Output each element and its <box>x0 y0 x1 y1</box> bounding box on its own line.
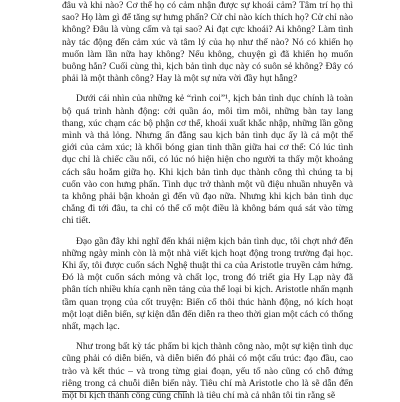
paragraph-1: đâu và khi nào? Cơ thể họ có cảm nhận được sự khoái cảm? Tâm trí họ thì sao? Họ làm gì để tăng sự hưng phấn? Cử chỉ nào kích thích họ? Cử chỉ nào không? Đâu là vùng cấm và tại sao? Ai đạt cực khoái? Ai không? Làm tình này tác động đến cảm xúc và tâm lý của họ như thế nào? Nó có khiến họ muốn làm lần nữa hay không? Nếu không, chuyện gì đã khiến họ muốn buông hẳn? Cuối cùng thì, kịch bản tình dục này có suôn sẻ không? Đây có phải là một thành công? Hay là một sự nửa vời đầy hụt hẫng? <box>62 0 353 85</box>
paragraph-gap <box>62 333 353 341</box>
footnote-divider <box>62 391 187 392</box>
paragraph-gap <box>62 85 353 93</box>
paragraph-2: Dưới cái nhìn của những kẻ “rình coi”¹, kịch bản tình dục chính là toàn bộ quá trình hành động: cởi quần áo, môi tìm môi, những bàn tay lang thang, xúc chạm các bộ phận cơ thể, khoái xuất khắc nhập, những lần gồng mình và thả lỏng. Nhưng ẩn đằng sau kịch bản tình dục ấy là cả một thế giới của cảm xúc; là khối bóng gian tinh thần giữa hai cơ thể: Có lúc tình dục chỉ là chiếc cầu nối, có lúc nó hiện hiện cho người ta thấy một khoảng cách sâu hoắm giữa họ. Khi kịch bản tình dục thành công thì chúng ta bị cuốn vào con hưng phấn. Tình dục trở thành một vũ điệu nhuần nhuyễn và ta không phải bận khoản gì đến vũ đạo nữa. Nhưng khi kịch bản tình dục chẳng đi tới đâu, ta chỉ có thể cố một điều là không bám quá sát vào từng chi tiết. <box>62 93 353 227</box>
paragraph-4: Như trong bất kỳ tác phẩm bi kịch thành công nào, một sự kiện tình dục cũng phải có diễn biến, và diễn biến đó phải có một cấu trúc: đạo đầu, cao trào và kết thúc – và trong từng giai đoạn, yếu tố nào cũng có chỗ đứng riêng trong cả chuỗi diễn biến này. Tiêu chí mà Aristotle cho là sẽ dẫn đến một bi kịch thành công cũng chính là tiêu chí mà cả nhân tôi tin rằng sẽ <box>62 341 353 402</box>
paragraph-gap <box>62 228 353 236</box>
body-text <box>62 0 353 402</box>
paragraph-3: Đạo gần đây khi nghĩ đến khái niệm kịch bản tình dục, tôi chợt nhớ đến những ngày mình còn là một nhà viết kịch hoạt động trong trường đại học. Khi ấy, tôi được cuốn sách Nghệ thuật thi ca của Aristotle truyền cảm hứng. Đó là một cuốn sách mỏng và chất lọc, trong đó triết gia Hy Lạp này đã phân tích nhiều khía cạnh nền tảng của thể loại bi kịch. Aristotle nhấn mạnh tầm quan trọng của cốt truyện: Biến cố thôi thúc hành động, nó kích hoạt một loạt diễn biến, sự kiện dẫn đến diễn ra theo thời gian một cách có thống nhất, mạch lạc. <box>62 235 353 333</box>
